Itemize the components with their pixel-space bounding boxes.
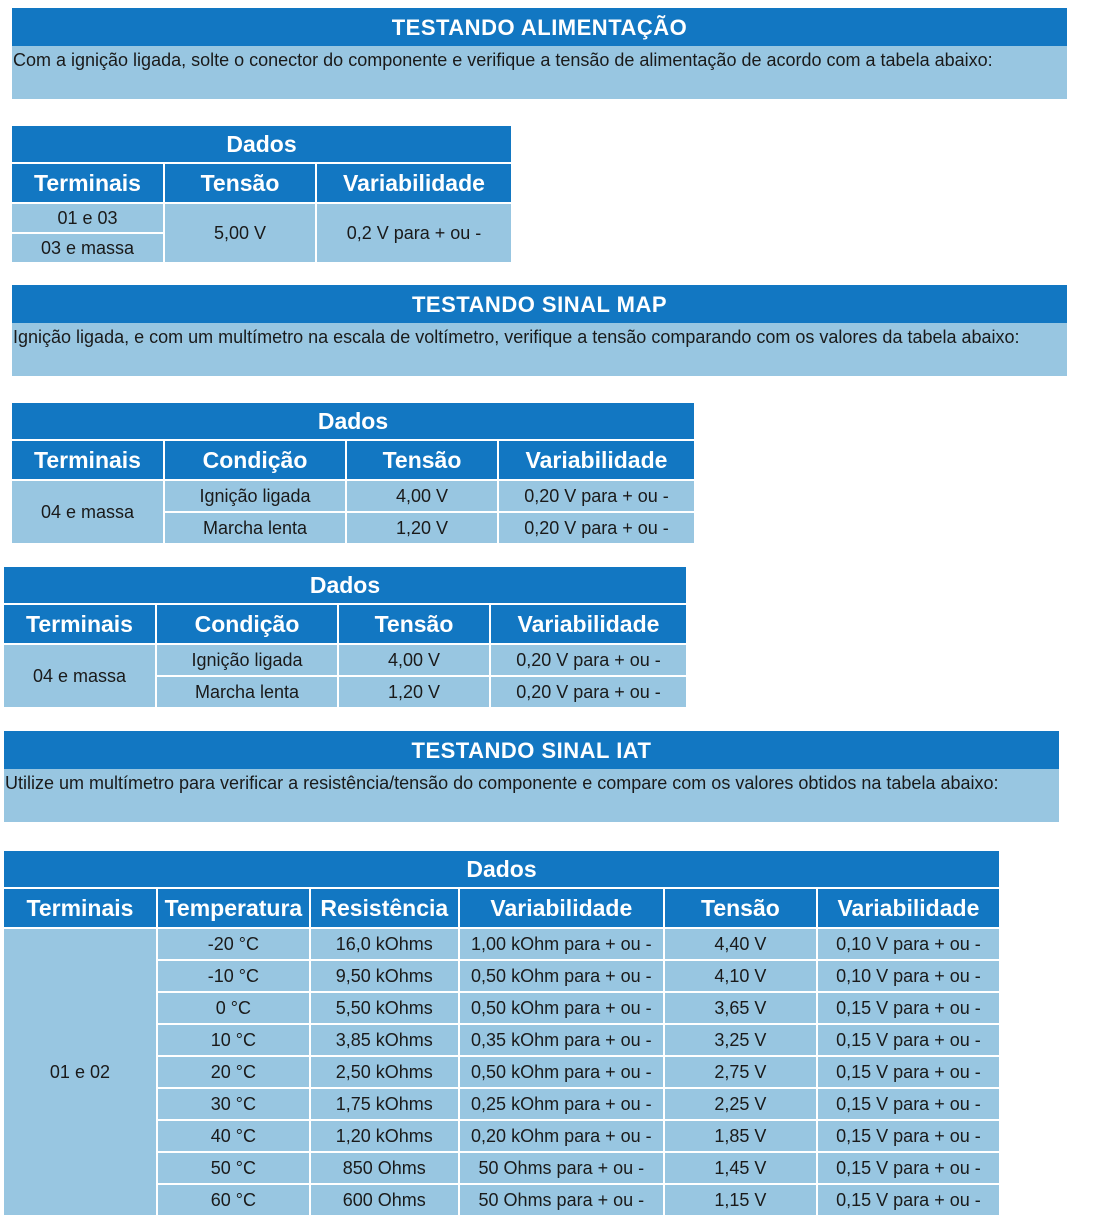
cell-condicao: Ignição ligada bbox=[157, 645, 337, 675]
cell-variabilidade: 0,20 V para + ou - bbox=[499, 481, 694, 511]
table-row bbox=[4, 929, 999, 959]
cell-variabilidade-tensao: 0,15 V para + ou - bbox=[818, 1057, 999, 1087]
cell-tensao: 4,40 V bbox=[665, 929, 816, 959]
section-sinal-map bbox=[12, 285, 1067, 376]
cell-tensao: 5,00 V bbox=[165, 204, 315, 262]
cell-temperatura: 50 °C bbox=[158, 1153, 309, 1183]
cell-tensao: 2,75 V bbox=[665, 1057, 816, 1087]
header-temperatura: Temperatura bbox=[158, 889, 309, 927]
section-description: Utilize um multímetro para verificar a resistência/tensão do componente e compare com os valores obtidos na tabela abaixo: bbox=[4, 769, 1059, 822]
cell-resistencia: 9,50 kOhms bbox=[311, 961, 458, 991]
section-title: TESTANDO SINAL IAT bbox=[4, 731, 1059, 769]
header-terminais: Terminais bbox=[4, 605, 155, 643]
cell-temperatura: 60 °C bbox=[158, 1185, 309, 1215]
cell-condicao: Marcha lenta bbox=[157, 677, 337, 707]
cell-variabilidade-tensao: 0,15 V para + ou - bbox=[818, 1025, 999, 1055]
cell-terminal: 01 e 03 bbox=[12, 204, 163, 232]
cell-terminal: 04 e massa bbox=[4, 645, 155, 707]
section-title: TESTANDO SINAL MAP bbox=[12, 285, 1067, 323]
header-terminais: Terminais bbox=[12, 164, 163, 202]
header-tensao: Tensão bbox=[665, 889, 816, 927]
cell-temperatura: 40 °C bbox=[158, 1121, 309, 1151]
header-terminais: Terminais bbox=[12, 441, 163, 479]
cell-variabilidade-tensao: 0,15 V para + ou - bbox=[818, 1089, 999, 1119]
cell-resistencia: 2,50 kOhms bbox=[311, 1057, 458, 1087]
cell-tensao: 2,25 V bbox=[665, 1089, 816, 1119]
cell-temperatura: -10 °C bbox=[158, 961, 309, 991]
section-description: Ignição ligada, e com um multímetro na escala de voltímetro, verifique a tensão comparando com os valores da tabela abaixo: bbox=[12, 323, 1067, 376]
header-variabilidade-resistencia: Variabilidade bbox=[460, 889, 663, 927]
header-tensao: Tensão bbox=[339, 605, 489, 643]
cell-variabilidade-resistencia: 0,20 kOhm para + ou - bbox=[460, 1121, 663, 1151]
table-caption: Dados bbox=[12, 403, 694, 439]
cell-temperatura: -20 °C bbox=[158, 929, 309, 959]
cell-variabilidade-tensao: 0,10 V para + ou - bbox=[818, 961, 999, 991]
cell-tensao: 1,45 V bbox=[665, 1153, 816, 1183]
header-variabilidade: Variabilidade bbox=[491, 605, 686, 643]
cell-tensao: 4,10 V bbox=[665, 961, 816, 991]
header-condicao: Condição bbox=[157, 605, 337, 643]
cell-resistencia: 850 Ohms bbox=[311, 1153, 458, 1183]
cell-temperatura: 10 °C bbox=[158, 1025, 309, 1055]
cell-variabilidade-tensao: 0,10 V para + ou - bbox=[818, 929, 999, 959]
cell-variabilidade-resistencia: 0,50 kOhm para + ou - bbox=[460, 993, 663, 1023]
cell-variabilidade-resistencia: 0,25 kOhm para + ou - bbox=[460, 1089, 663, 1119]
cell-variabilidade: 0,20 V para + ou - bbox=[491, 677, 686, 707]
cell-terminal: 01 e 02 bbox=[4, 929, 156, 1215]
header-variabilidade: Variabilidade bbox=[317, 164, 511, 202]
table-body bbox=[4, 929, 999, 1215]
cell-tensao: 1,20 V bbox=[339, 677, 489, 707]
cell-variabilidade-resistencia: 0,50 kOhm para + ou - bbox=[460, 961, 663, 991]
cell-tensao: 3,65 V bbox=[665, 993, 816, 1023]
cell-variabilidade-resistencia: 50 Ohms para + ou - bbox=[460, 1185, 663, 1215]
cell-variabilidade-tensao: 0,15 V para + ou - bbox=[818, 1185, 999, 1215]
cell-variabilidade: 0,20 V para + ou - bbox=[491, 645, 686, 675]
table-map-b bbox=[2, 565, 688, 709]
header-variabilidade: Variabilidade bbox=[499, 441, 694, 479]
cell-tensao: 1,85 V bbox=[665, 1121, 816, 1151]
section-sinal-iat bbox=[4, 731, 1059, 822]
cell-tensao: 4,00 V bbox=[347, 481, 497, 511]
table-iat bbox=[2, 849, 1001, 1217]
cell-temperatura: 30 °C bbox=[158, 1089, 309, 1119]
table-caption: Dados bbox=[4, 851, 999, 887]
header-tensao: Tensão bbox=[165, 164, 315, 202]
section-description: Com a ignição ligada, solte o conector do componente e verifique a tensão de alimentação de acordo com a tabela abaixo: bbox=[12, 46, 1067, 99]
cell-condicao: Ignição ligada bbox=[165, 481, 345, 511]
cell-variabilidade-tensao: 0,15 V para + ou - bbox=[818, 993, 999, 1023]
cell-tensao: 3,25 V bbox=[665, 1025, 816, 1055]
table-caption: Dados bbox=[4, 567, 686, 603]
cell-condicao: Marcha lenta bbox=[165, 513, 345, 543]
header-tensao: Tensão bbox=[347, 441, 497, 479]
cell-variabilidade-resistencia: 0,35 kOhm para + ou - bbox=[460, 1025, 663, 1055]
section-title: TESTANDO ALIMENTAÇÃO bbox=[12, 8, 1067, 46]
cell-temperatura: 0 °C bbox=[158, 993, 309, 1023]
header-variabilidade-tensao: Variabilidade bbox=[818, 889, 999, 927]
cell-resistencia: 600 Ohms bbox=[311, 1185, 458, 1215]
cell-resistencia: 1,20 kOhms bbox=[311, 1121, 458, 1151]
header-resistencia: Resistência bbox=[311, 889, 458, 927]
cell-tensao: 4,00 V bbox=[339, 645, 489, 675]
table-caption: Dados bbox=[12, 126, 511, 162]
cell-resistencia: 1,75 kOhms bbox=[311, 1089, 458, 1119]
cell-variabilidade: 0,20 V para + ou - bbox=[499, 513, 694, 543]
cell-tensao: 1,20 V bbox=[347, 513, 497, 543]
cell-variabilidade-resistencia: 50 Ohms para + ou - bbox=[460, 1153, 663, 1183]
cell-variabilidade-tensao: 0,15 V para + ou - bbox=[818, 1153, 999, 1183]
cell-variabilidade-tensao: 0,15 V para + ou - bbox=[818, 1121, 999, 1151]
cell-variabilidade-resistencia: 0,50 kOhm para + ou - bbox=[460, 1057, 663, 1087]
cell-resistencia: 16,0 kOhms bbox=[311, 929, 458, 959]
cell-resistencia: 5,50 kOhms bbox=[311, 993, 458, 1023]
section-alimentacao bbox=[12, 8, 1067, 99]
cell-temperatura: 20 °C bbox=[158, 1057, 309, 1087]
table-map-a bbox=[10, 401, 696, 545]
cell-terminal: 04 e massa bbox=[12, 481, 163, 543]
cell-tensao: 1,15 V bbox=[665, 1185, 816, 1215]
cell-resistencia: 3,85 kOhms bbox=[311, 1025, 458, 1055]
cell-variabilidade-resistencia: 1,00 kOhm para + ou - bbox=[460, 929, 663, 959]
header-condicao: Condição bbox=[165, 441, 345, 479]
table-alimentacao bbox=[10, 124, 513, 264]
header-terminais: Terminais bbox=[4, 889, 156, 927]
cell-variabilidade: 0,2 V para + ou - bbox=[317, 204, 511, 262]
cell-terminal: 03 e massa bbox=[12, 234, 163, 262]
